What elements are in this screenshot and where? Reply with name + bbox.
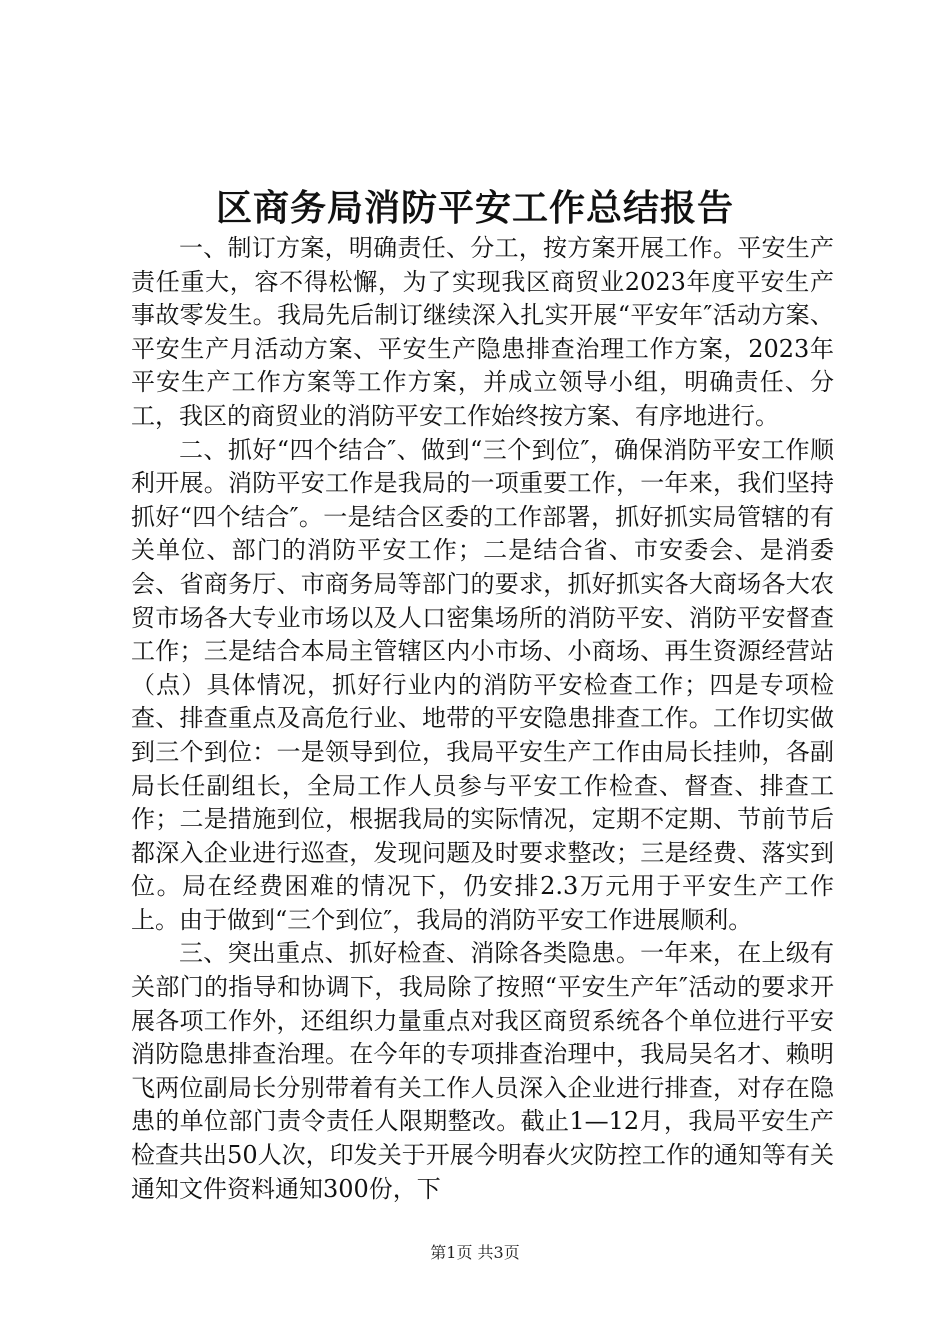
document-title: 区商务局消防平安工作总结报告 (215, 187, 734, 229)
document-body (131, 232, 834, 1206)
paragraph-2: 二、抓好“四个结合″、做到“三个到位″，确保消防平安工作顺利开展。消防平安工作是我局的一项重要工作，一年来，我们坚持抓好“四个结合″。一是结合区委的工作部署，抓好抓实局管辖的有关单位、部门的消防平安工作；二是结合省、市安委会、是消委会、省商务厅、市商务局等部门的要求，抓好抓实各大商场各大农贸市场各大专业市场以及人口密集场所的消防平安、消防平安督查工作；三是结合本局主管辖区内小市场、小商场、再生资源经营站（点）具体情况，抓好行业内的消防平安检查工作；四是专项检查、排查重点及高危行业、地带的平安隐患排查工作。工作切实做到三个到位：一是领导到位，我局平安生产工作由局长挂帅，各副局长任副组长，全局工作人员参与平安工作检查、督查、排查工作；二是措施到位，根据我局的实际情况，定期不定期、节前节后都深入企业进行巡查，发现问题及时要求整改；三是经费、落实到位。局在经费困难的情况下，仍安排2.3万元用于平安生产工作上。由于做到“三个到位″，我局的消防平安工作进展顺利。 (131, 435, 834, 934)
paragraph-3: 三、突出重点、抓好检查、消除各类隐患。一年来，在上级有关部门的指导和协调下，我局除了按照“平安生产年″活动的要求开展各项工作外，还组织力量重点对我区商贸系统各个单位进行平安消防隐患排查治理。在今年的专项排查治理中，我局吴名才、赖明飞两位副局长分别带着有关工作人员深入企业进行排查，对存在隐患的单位部门责令责任人限期整改。截止1—12月，我局平安生产检查共出50人次，印发关于开展今明春火灾防控工作的通知等有关通知文件资料通知300份，下 (131, 939, 834, 1203)
paragraph-1: 一、制订方案，明确责任、分工，按方案开展工作。平安生产责任重大，容不得松懈，为了实现我区商贸业2023年度平安生产事故零发生。我局先后制订继续深入扎实开展“平安年″活动方案、平安生产月活动方案、平安生产隐患排查治理工作方案，2023年平安生产工作方案等工作方案，并成立领导小组，明确责任、分工，我区的商贸业的消防平安工作始终按方案、有序地进行。 (131, 234, 834, 430)
page-number-footer: 第1页 共3页 (430, 1243, 520, 1262)
